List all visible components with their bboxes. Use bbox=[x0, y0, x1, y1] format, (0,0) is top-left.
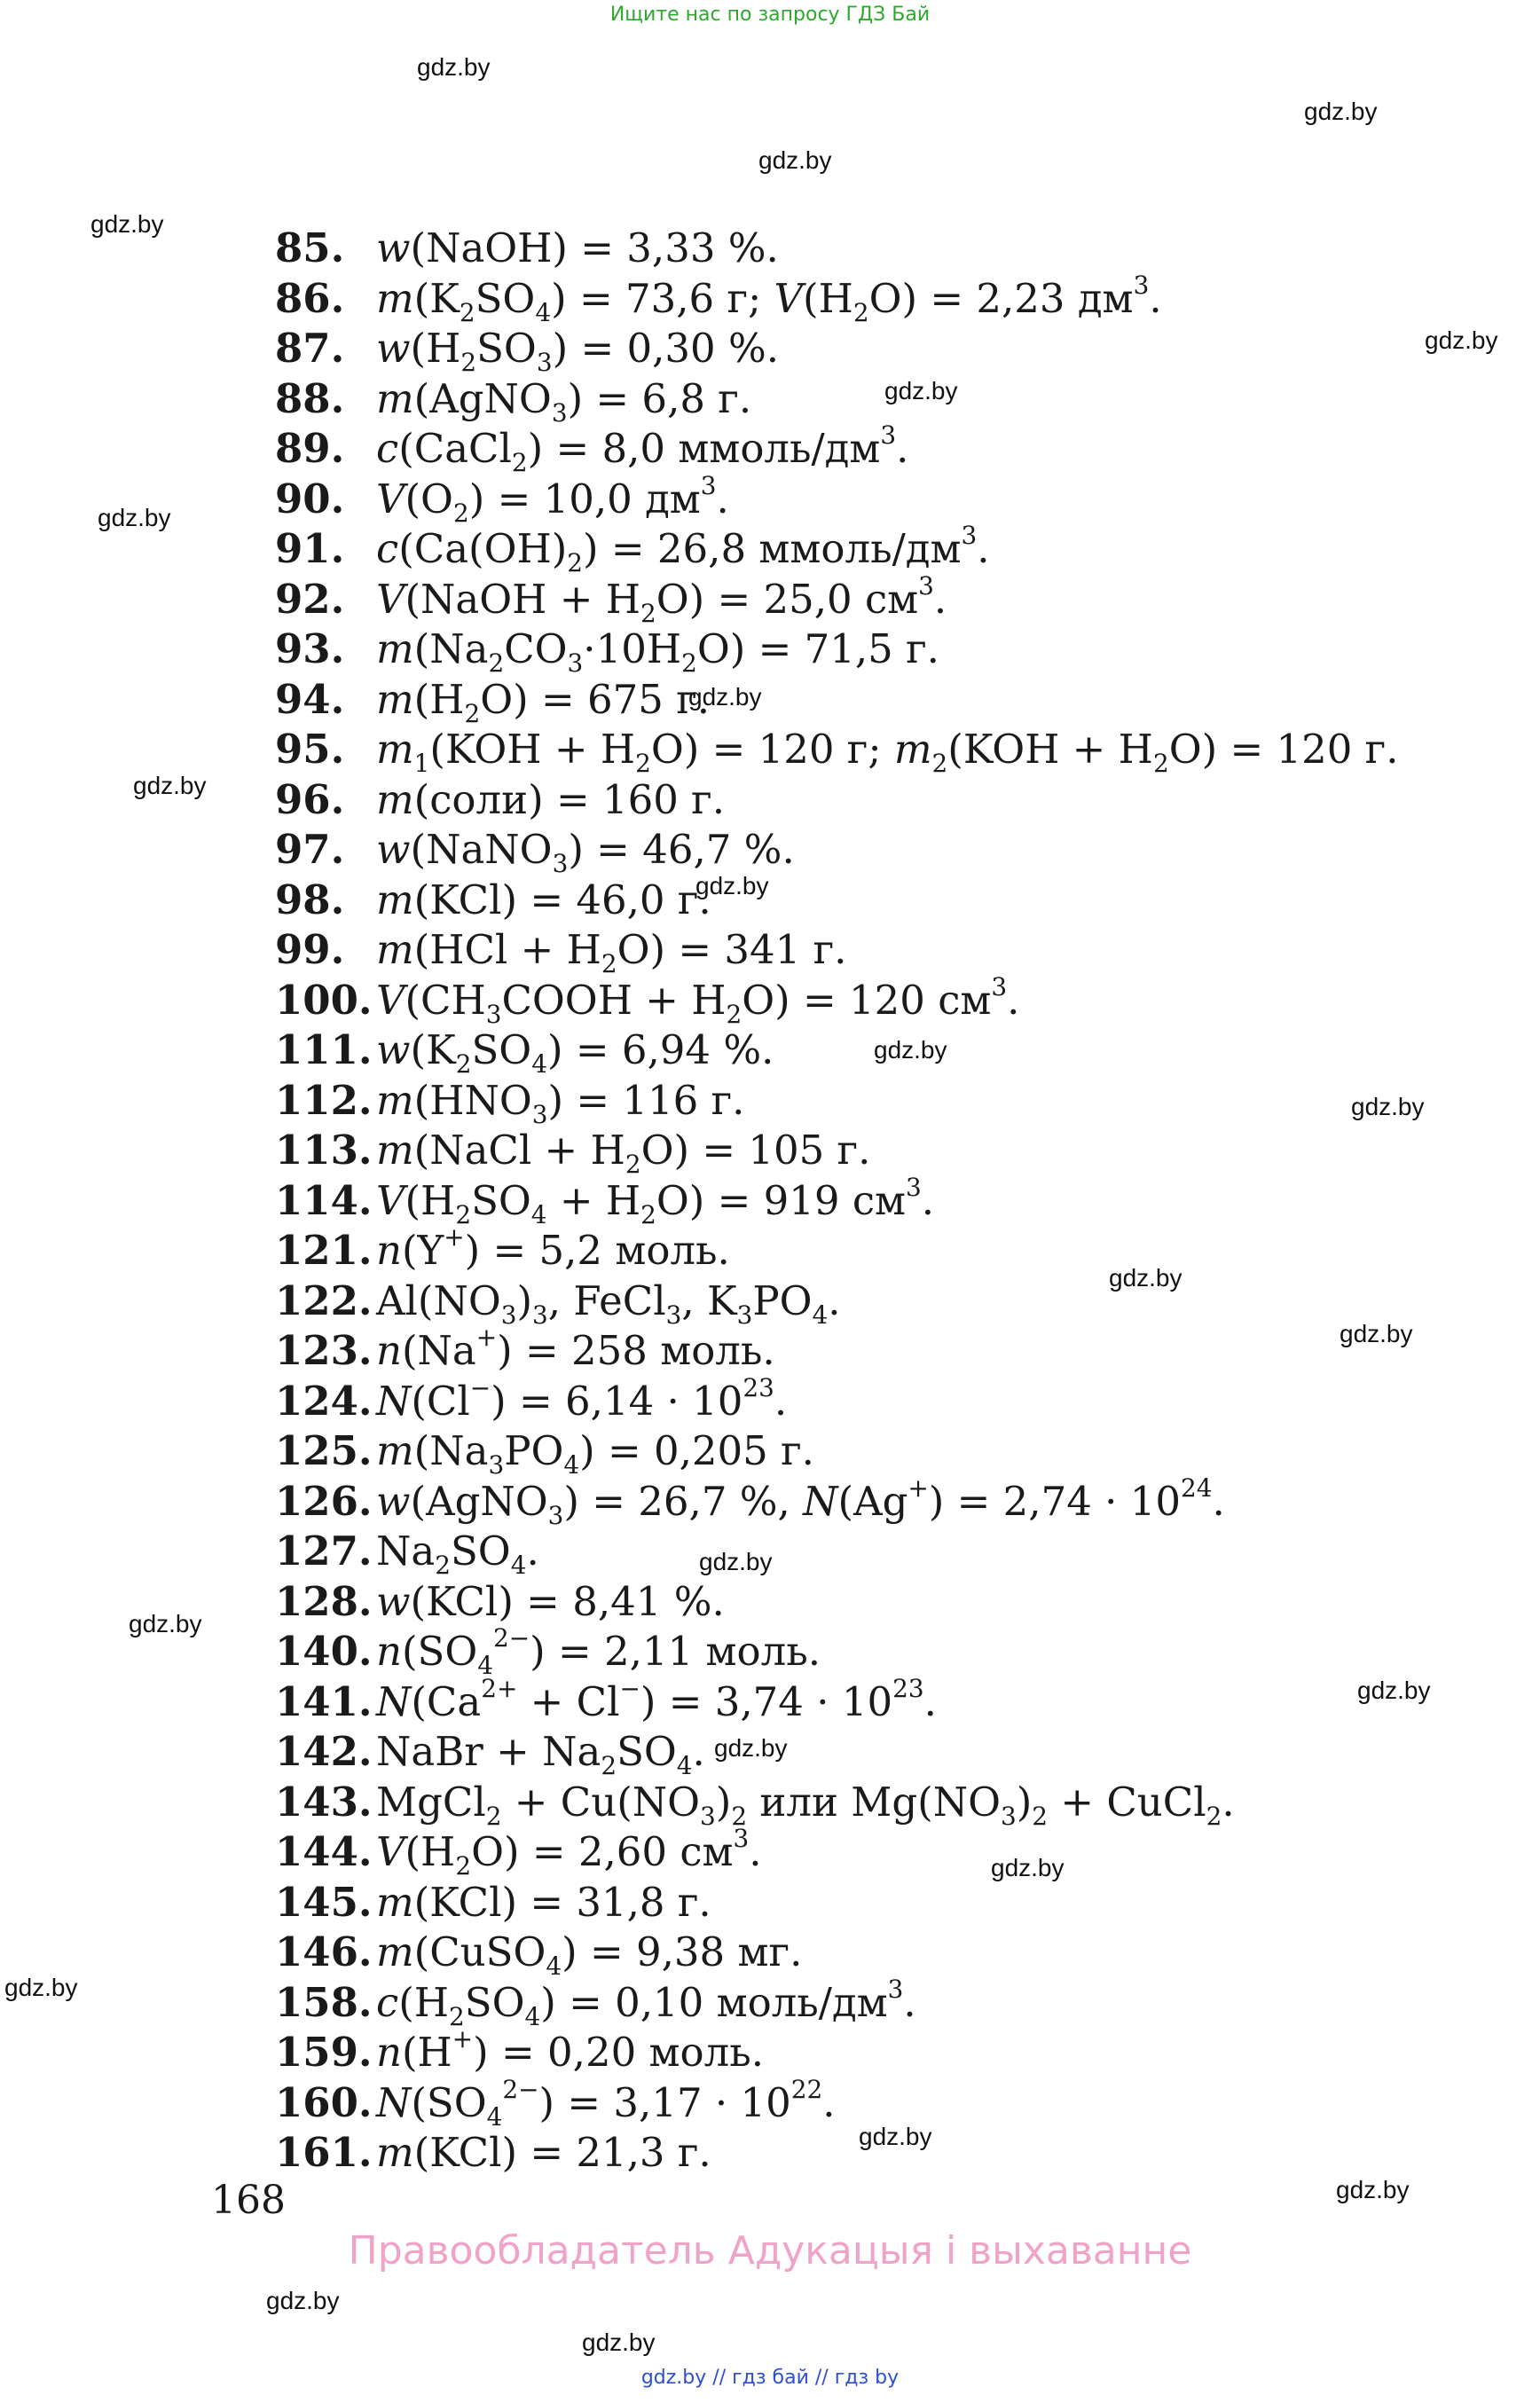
answer-text: $V(CH_3COOH + H_2O) = 120$ $см^3$. bbox=[376, 971, 1020, 1029]
answer-text: $n(SO_4^{2-}) = 2,11$ моль. bbox=[376, 1623, 821, 1680]
answer-item bbox=[275, 1426, 1399, 1480]
answer-text: n(H+) = 0,20 моль. bbox=[376, 2024, 765, 2076]
watermark: gdz.by bbox=[4, 1974, 78, 2001]
answer-item bbox=[275, 1276, 1399, 1330]
watermark: gdz.by bbox=[874, 1036, 947, 1064]
answer-number: 143. bbox=[275, 1778, 373, 1826]
answer-text: $c(Ca(OH)_2) = 26,8$ ммоль/$дм^3$. bbox=[376, 521, 990, 577]
watermark: gdz.by bbox=[1425, 326, 1498, 354]
answer-item bbox=[275, 1974, 1399, 2031]
answer-text: $w(K_2SO_4) = 6,94$ %. bbox=[376, 1026, 774, 1079]
top-banner: Ищите нас по запросу ГДЗ Бай bbox=[609, 4, 931, 26]
answer-text: w(AgNO$_3$) = 26,7 %, $N(Ag^+) = 2,74 \cdot 10^{24}$. bbox=[376, 1472, 1225, 1530]
watermark: gdz.by bbox=[699, 1548, 773, 1575]
answer-item bbox=[275, 775, 1399, 826]
answer-text: $m(HNO_3) = 116$ г. bbox=[376, 1076, 745, 1129]
answer-text: n(Na+) = 258 моль. bbox=[376, 1323, 775, 1374]
answer-number: 122. bbox=[275, 1276, 373, 1324]
answer-item bbox=[275, 876, 1399, 926]
answer-number: 127. bbox=[275, 1527, 373, 1575]
answer-text: $Al(NO_3)_3$, FeCl$_3$, $K_3PO_4$. bbox=[376, 1276, 841, 1330]
answer-text: $c(H_2SO_4) = 0,10$ моль/$дм^3$. bbox=[376, 1974, 916, 2031]
answer-text: $V(O_2) = 10,0$ $дм^3$. bbox=[376, 470, 729, 528]
watermark: gdz.by bbox=[1351, 1093, 1425, 1120]
answer-item bbox=[275, 1673, 1399, 1728]
answer-text: m(AgNO$_3$) = 6,8 г. bbox=[376, 374, 752, 428]
answer-item bbox=[275, 1222, 1399, 1276]
answer-text: $m(Na_2CO_3\cdot 10H_2O) = 71,5$ г. bbox=[376, 625, 939, 678]
answer-item bbox=[275, 2128, 1399, 2179]
answer-text: w(NaOH) = 3,33 %. bbox=[376, 224, 779, 271]
answer-text: $Na_2SO_4$. bbox=[376, 1527, 539, 1580]
answer-item bbox=[275, 224, 1399, 274]
watermark: gdz.by bbox=[714, 1734, 788, 1762]
answer-text: $N(Ca^{2+} + Cl^-) = 3,74 \cdot 10^{23}$. bbox=[376, 1673, 937, 1725]
answer-number: 97. bbox=[275, 826, 345, 873]
watermark: gdz.by bbox=[695, 872, 769, 899]
watermark: gdz.by bbox=[266, 2287, 340, 2314]
answer-text: m(соли) = 160 г. bbox=[376, 775, 726, 823]
watermark: gdz.by bbox=[1340, 1320, 1413, 1347]
answer-item bbox=[275, 470, 1399, 528]
watermark: gdz.by bbox=[1109, 1264, 1182, 1292]
answer-item bbox=[275, 1577, 1399, 1628]
answer-item bbox=[275, 1076, 1399, 1127]
watermark: gdz.by bbox=[758, 146, 832, 174]
watermark: gdz.by bbox=[884, 377, 958, 404]
answer-item bbox=[275, 324, 1399, 377]
answer-number: 100. bbox=[275, 976, 373, 1024]
answer-number: 146. bbox=[275, 1928, 373, 1975]
answer-number: 88. bbox=[275, 374, 345, 422]
watermark: gdz.by bbox=[859, 2123, 932, 2150]
answer-text: $N(SO_4^{2-}) = 3,17 \cdot 10^{22}$. bbox=[376, 2074, 836, 2132]
answer-text: $m_1(KOH + H_2O) = 120$ г; $m_2(KOH + H_2O) = 120$ г. bbox=[376, 726, 1399, 778]
answer-number: 111. bbox=[275, 1026, 373, 1073]
answer-item bbox=[275, 925, 1399, 976]
answer-number: 95. bbox=[275, 726, 345, 773]
answer-text: m(KCl) = 46,0 г. bbox=[376, 876, 711, 923]
watermark: gdz.by bbox=[688, 683, 762, 711]
answer-text: m(KCl) = 31,8 г. bbox=[376, 1878, 711, 1926]
answer-item bbox=[275, 675, 1399, 726]
answer-item bbox=[275, 1878, 1399, 1928]
answer-text: $w(H_2SO_3) = 0,30$ %. bbox=[376, 325, 780, 377]
answer-number: 141. bbox=[275, 1677, 373, 1725]
answer-item bbox=[275, 1472, 1399, 1530]
answer-number: 114. bbox=[275, 1176, 373, 1224]
answer-item bbox=[275, 1727, 1399, 1778]
answer-item bbox=[275, 1025, 1399, 1079]
page-number: 168 bbox=[211, 2178, 286, 2223]
answer-item bbox=[275, 825, 1399, 876]
answer-number: 113. bbox=[275, 1127, 373, 1174]
watermark: gdz.by bbox=[1336, 2176, 1410, 2203]
answer-item bbox=[275, 2024, 1399, 2078]
answer-number: 128. bbox=[275, 1577, 373, 1625]
answer-number: 126. bbox=[275, 1477, 373, 1525]
answer-text: $m(H_2O) = 675$ г. bbox=[376, 675, 711, 728]
answer-number: 86. bbox=[275, 274, 345, 322]
answer-number: 93. bbox=[275, 625, 345, 672]
answer-text: MgCl$_2$ + $Cu(NO_3)_2$ или $Mg(NO_3)_2$ + CuCl$_2$. bbox=[376, 1778, 1235, 1831]
answer-number: 142. bbox=[275, 1728, 373, 1775]
watermark: gdz.by bbox=[98, 504, 171, 531]
watermark: gdz.by bbox=[991, 1854, 1065, 1881]
answer-number: 125. bbox=[275, 1427, 373, 1474]
watermark: gdz.by bbox=[417, 53, 491, 81]
answer-text: m(KCl) = 21,3 г. bbox=[376, 2129, 711, 2176]
answer-text: $N(Cl^-) = 6,14 \cdot 10^{23}$. bbox=[376, 1372, 788, 1425]
answer-text: $m(Na_3PO_4) = 0,205$ г. bbox=[376, 1427, 814, 1480]
answer-item bbox=[275, 1527, 1399, 1580]
answer-number: 90. bbox=[275, 475, 345, 522]
answer-item bbox=[275, 971, 1399, 1029]
watermark: gdz.by bbox=[90, 210, 164, 238]
watermark: gdz.by bbox=[129, 1610, 202, 1637]
answer-item bbox=[275, 1778, 1399, 1831]
answer-item bbox=[275, 1323, 1399, 1377]
answer-text: $m(HCl + H_2O) = 341$ г. bbox=[376, 926, 847, 978]
answer-number: 159. bbox=[275, 2029, 373, 2076]
answer-number: 123. bbox=[275, 1327, 373, 1374]
answer-item bbox=[275, 1928, 1399, 1981]
answer-number: 99. bbox=[275, 926, 345, 973]
answer-item bbox=[275, 1172, 1399, 1229]
answer-item bbox=[275, 1372, 1399, 1427]
answer-text: $V(H_2SO_4 + H_2O) = 919$ $см^3$. bbox=[376, 1172, 935, 1229]
answer-text: n(Y+) = 5,2 моль. bbox=[376, 1222, 730, 1274]
answer-item bbox=[275, 1623, 1399, 1680]
watermark: gdz.by bbox=[1357, 1677, 1431, 1704]
copyright-notice: Правообладатель Адукацыя і выхаванне bbox=[348, 2228, 1192, 2273]
answer-text: m(NaCl + $H_2O) = 105$ г. bbox=[376, 1127, 871, 1179]
answer-number: 140. bbox=[275, 1628, 373, 1675]
answer-item bbox=[275, 2074, 1399, 2132]
answer-list bbox=[275, 224, 1399, 2179]
answer-item bbox=[275, 420, 1399, 477]
answer-number: 91. bbox=[275, 525, 345, 572]
answer-number: 161. bbox=[275, 2129, 373, 2176]
answer-text: m(CuSO$_4$) = 9,38 мг. bbox=[376, 1928, 803, 1981]
answer-text: $V(H_2O) = 2,60$ $см^3$. bbox=[376, 1824, 762, 1881]
answer-text: $m(K_2SO_4) = 73,6$ г; $V(H_2O) = 2,23$ $дм^3$. bbox=[376, 270, 1162, 327]
watermark: gdz.by bbox=[1304, 98, 1378, 125]
answer-number: 160. bbox=[275, 2078, 373, 2126]
answer-item bbox=[275, 374, 1399, 428]
answer-item bbox=[275, 1126, 1399, 1179]
answer-number: 98. bbox=[275, 876, 345, 923]
answer-item bbox=[275, 521, 1399, 577]
answer-text: c(CaCl$_2$) = 8,0 ммоль/$дм^3$. bbox=[376, 420, 909, 477]
answer-text: V(NaOH + $H_2O) = 25,0$ $см^3$. bbox=[376, 570, 947, 628]
answer-text: w(KCl) = 8,41 %. bbox=[376, 1577, 725, 1625]
bottom-banner: gdz.by // гдз бай // гдз by bbox=[640, 2367, 900, 2389]
answer-number: 89. bbox=[275, 425, 345, 472]
answer-item bbox=[275, 570, 1399, 628]
answer-number: 85. bbox=[275, 224, 345, 271]
answer-number: 94. bbox=[275, 675, 345, 723]
answer-number: 144. bbox=[275, 1828, 373, 1875]
answer-item bbox=[275, 270, 1399, 327]
answer-number: 96. bbox=[275, 775, 345, 823]
answer-number: 87. bbox=[275, 325, 345, 372]
answer-item bbox=[275, 1824, 1399, 1881]
answer-text: w(NaNO$_3$) = 46,7 %. bbox=[376, 826, 795, 878]
answer-number: 92. bbox=[275, 575, 345, 623]
answer-item bbox=[275, 725, 1399, 778]
watermark: gdz.by bbox=[582, 2328, 656, 2356]
answer-number: 158. bbox=[275, 1978, 373, 2026]
answer-number: 145. bbox=[275, 1878, 373, 1926]
answer-number: 124. bbox=[275, 1377, 373, 1425]
watermark: gdz.by bbox=[133, 772, 207, 799]
answer-number: 112. bbox=[275, 1076, 373, 1124]
answer-number: 121. bbox=[275, 1227, 373, 1274]
answer-item bbox=[275, 624, 1399, 678]
answer-text: NaBr + $Na_2SO_4$. bbox=[376, 1728, 705, 1780]
